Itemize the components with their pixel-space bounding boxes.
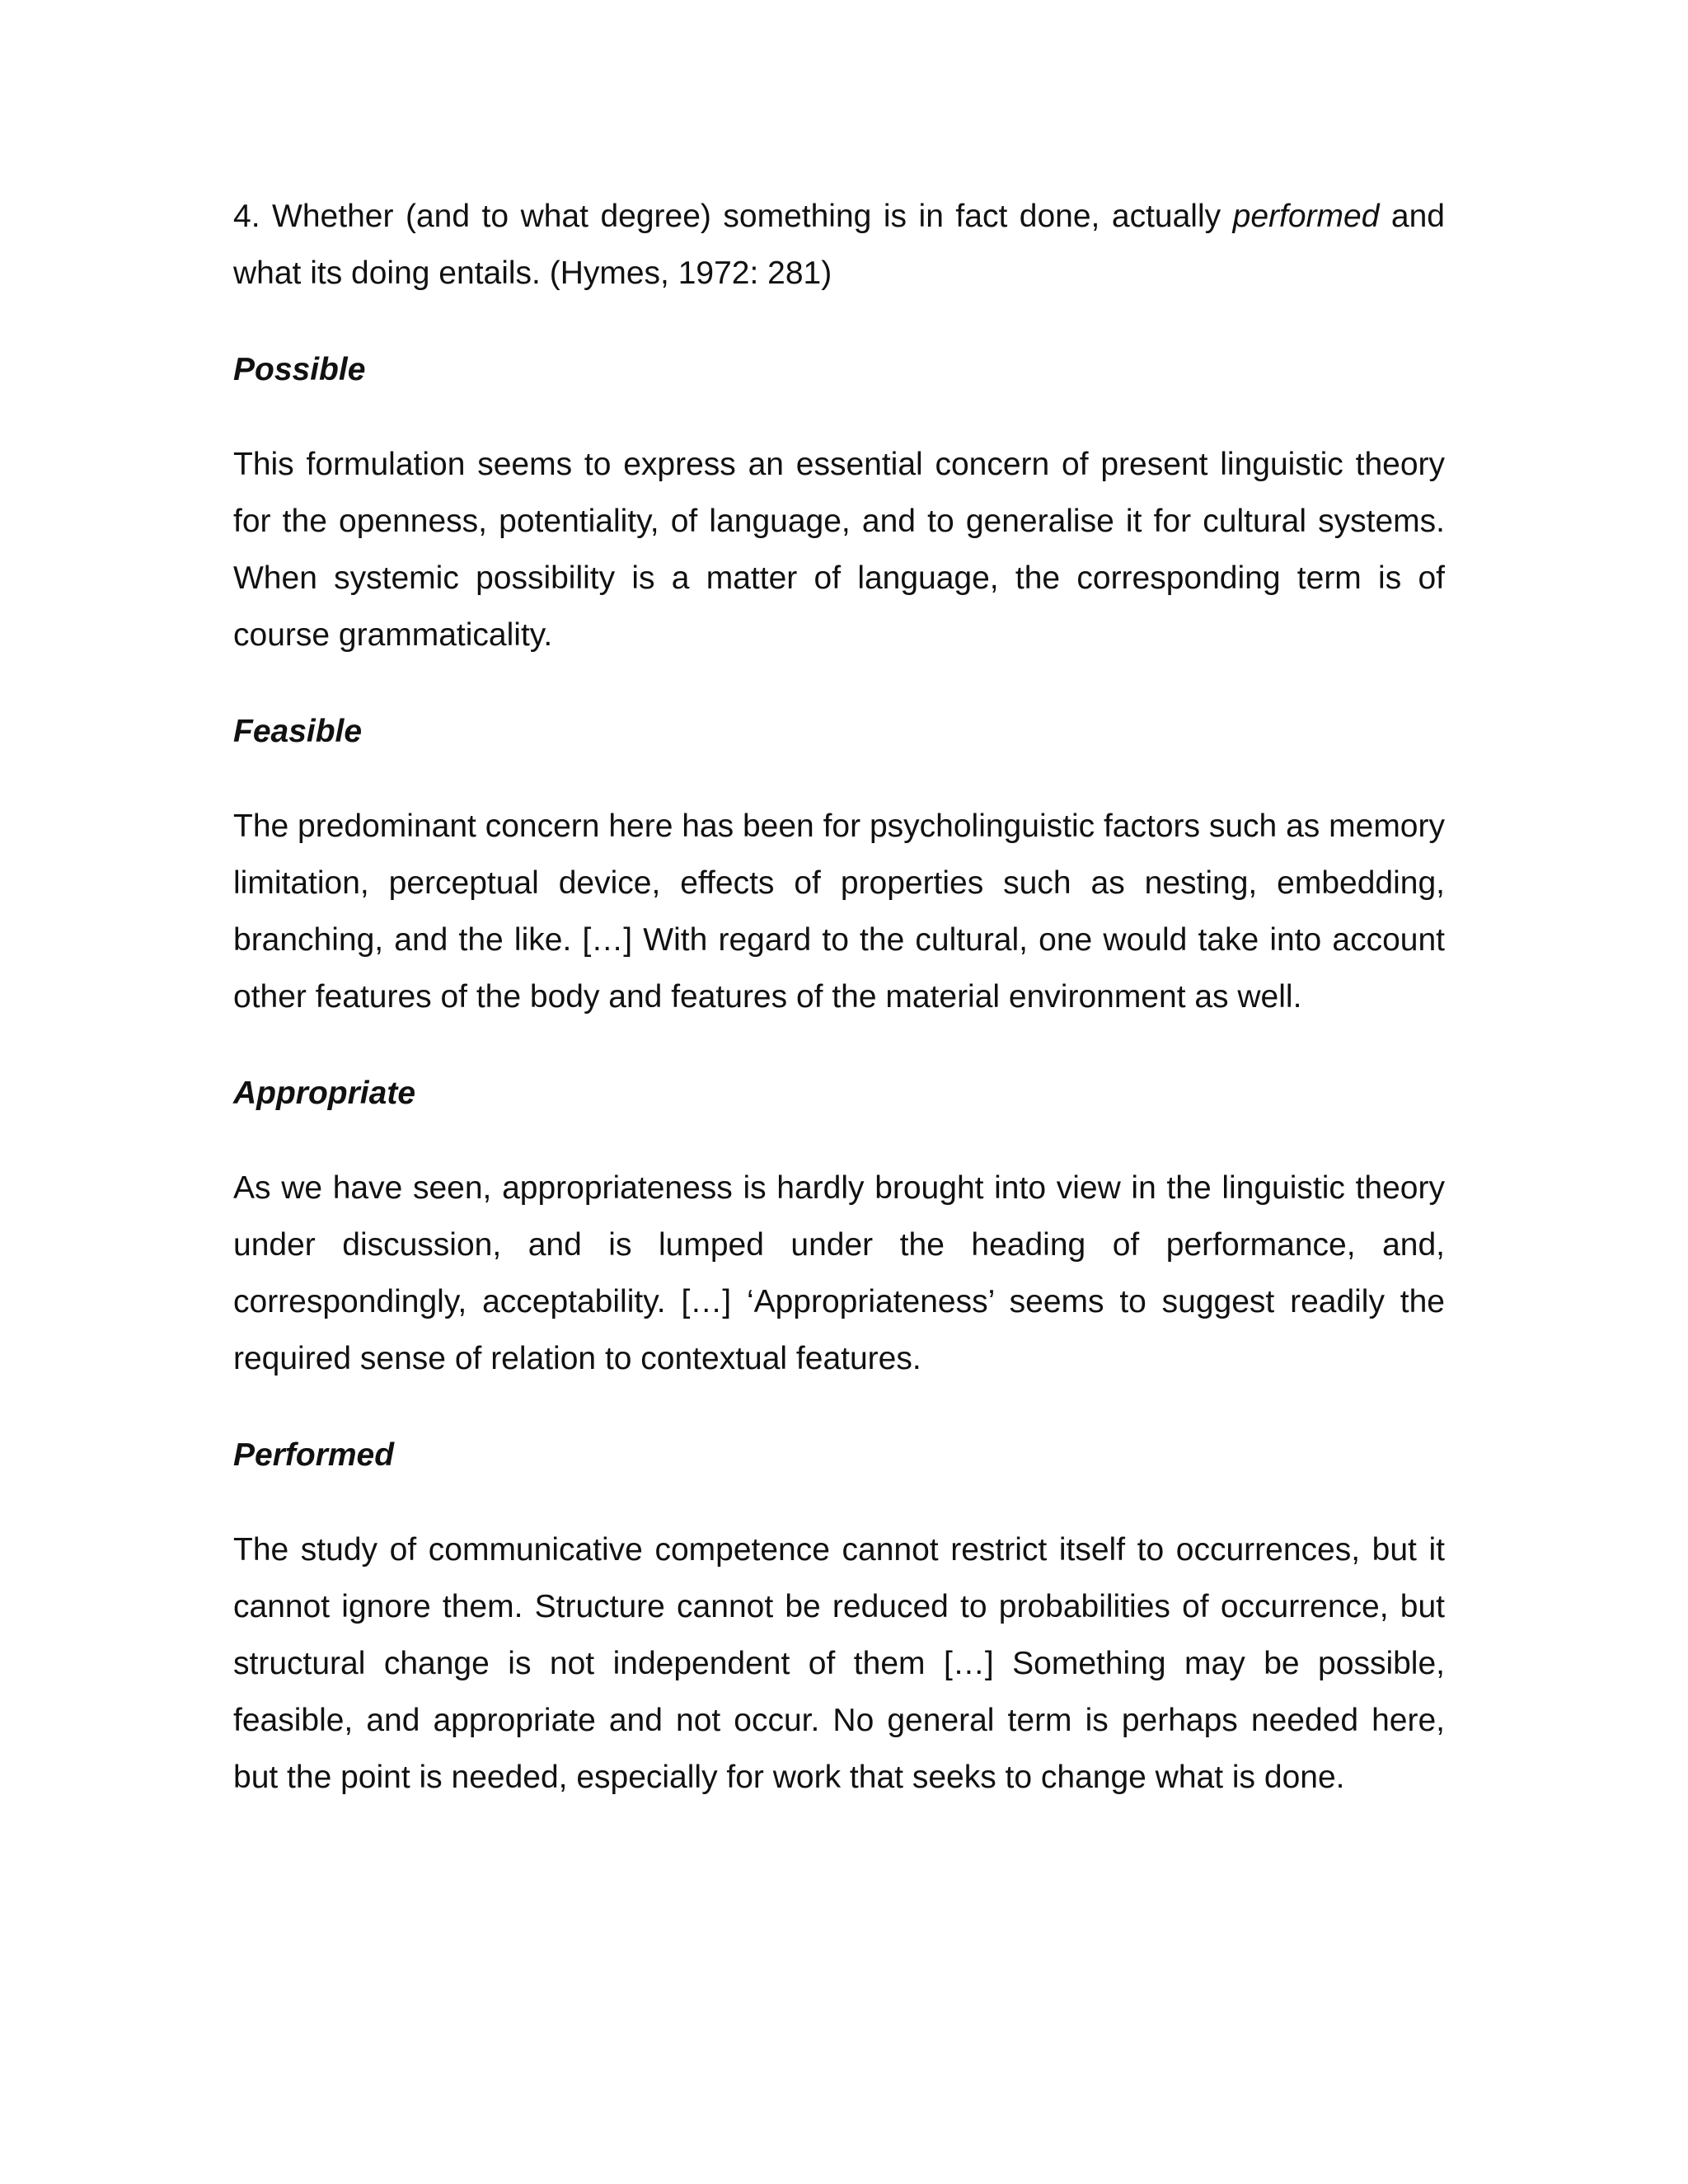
section-heading-performed: Performed [233,1437,395,1473]
section-heading-appropriate: Appropriate [233,1076,416,1111]
section-gap [233,398,1445,436]
section-heading-possible: Possible [233,352,366,387]
section-body-possible: This formulation seems to express an essential concern of present linguistic theory for the openness, potentiality, of language, and to generalise it for cultural systems. When systemic possibility is a matter of language, the corresponding term is of course grammaticality. [233,447,1445,653]
intro-text-before-italic: 4. Whether (and to what degree) something is in fact done, actually [233,199,1233,234]
page-content [233,188,1445,1806]
intro-text-after-italic: and what its doing entails. (Hymes, 1972: 281) [233,199,1445,291]
section-gap [233,302,1445,341]
intro-paragraph [233,188,1445,302]
section-gap [233,663,1445,703]
section-gap [233,760,1445,798]
section-gap [233,1483,1445,1521]
section-body-feasible: The predominant concern here has been for psycholinguistic factors such as memory limitation, perceptual device, effects of properties such as nesting, embedding, branching, and the like. […] With regard to the cultural, one would take into account other features of the body and features of the material environment as well. [233,808,1445,1015]
section-gap [233,1025,1445,1065]
section-gap [233,1387,1445,1427]
intro-italic-word: performed [1232,199,1380,234]
section-body-performed: The study of communicative competence cannot restrict itself to occurrences, but it cannot ignore them. Structure cannot be reduced to probabilities of occurrence, but structural change is not independent of them […] Something may be possible, feasible, and appropriate and not occur. No general term is perhaps needed here, but the point is needed, especially for work that seeks to change what is done. [233,1532,1445,1795]
section-gap [233,1122,1445,1160]
section-heading-feasible: Feasible [233,714,363,749]
section-body-appropriate: As we have seen, appropriateness is hardly brought into view in the linguistic theory under discussion, and is lumped under the heading of performance, and, correspondingly, acceptability. […] ‘Appropriateness’ seems to suggest readily the required sense of relation to contextual features. [233,1170,1445,1376]
